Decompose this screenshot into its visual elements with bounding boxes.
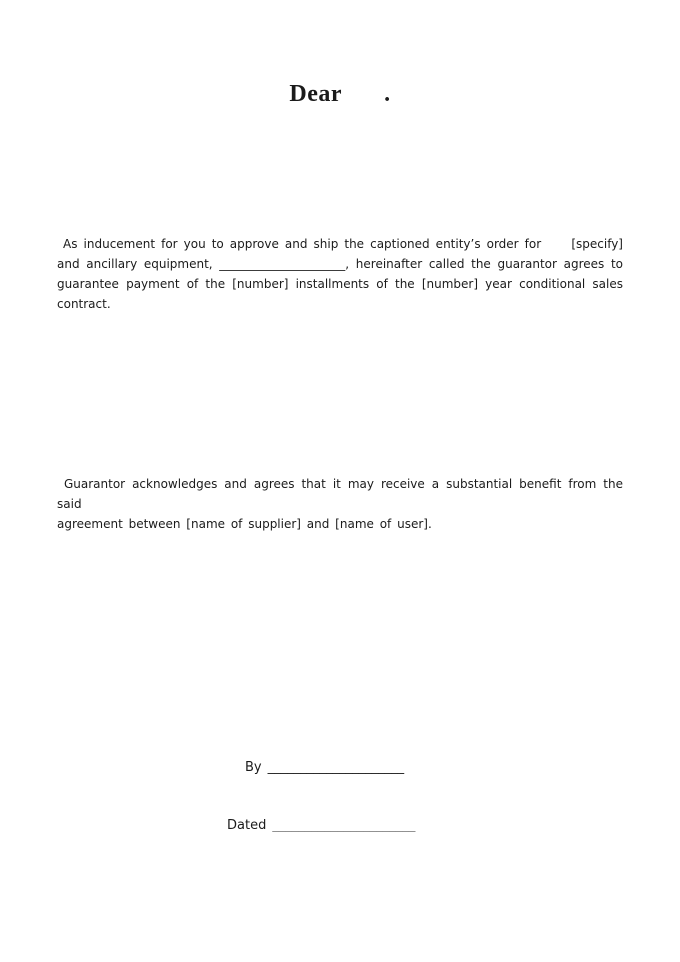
paragraph-line: guarantee payment of the [number] installments of the [number] year conditional sales [57,277,623,291]
paragraph-line: Guarantor acknowledges and agrees that it may receive a substantial benefit from the said [57,477,623,511]
inducement-paragraph [57,234,623,314]
dated-blank-line: ______________________ [272,818,416,833]
paragraph-line: As inducement for you to approve and ship the captioned entity’s order for [specify] [57,237,623,251]
salutation-text: Dear [289,81,343,107]
paragraph-line: agreement between [name of supplier] and [name of user]. [57,517,432,531]
salutation-punctuation: . [384,81,391,107]
by-label: By [245,760,262,775]
paragraph-line: and ancillary equipment, _____________________, hereinafter called the guarantor agrees to [57,257,623,271]
signature-by-row [245,758,404,778]
letter-salutation-heading [0,80,680,108]
dated-label: Dated [227,818,267,833]
paragraph-line: contract. [57,297,111,311]
signature-dated-row [227,816,415,836]
by-signature-blank-line: _____________________ [267,760,405,775]
guarantor-benefit-paragraph [57,474,623,534]
